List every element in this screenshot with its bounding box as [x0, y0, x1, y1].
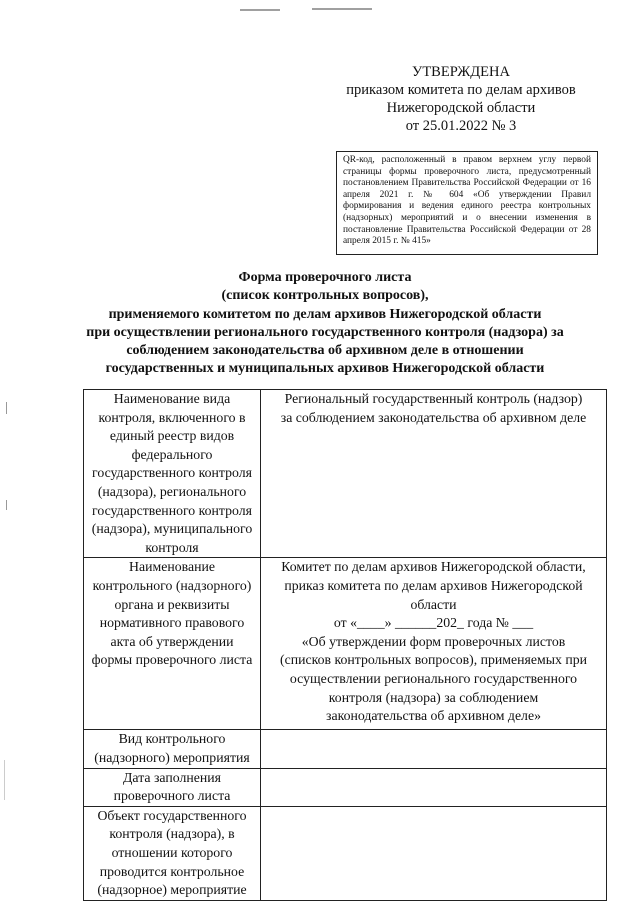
approval-region-line: Нижегородской области [386, 100, 536, 116]
approval-order-line: приказом комитета по делам архивов [346, 82, 576, 98]
table-row [84, 390, 607, 558]
scan-artifact-left [6, 402, 7, 414]
row-label-control-object: Объект государственного контроля (надзора), в отношении которого проводится контрольное (надзорное) мероприятие [84, 806, 261, 900]
form-title [60, 269, 590, 379]
scan-artifact-left [4, 760, 5, 800]
table-row [84, 806, 607, 900]
form-title-line: (список контрольных вопросов), [221, 288, 429, 304]
row-label-authority: Наименование контрольного (надзорного) органа и реквизиты нормативного правового акта об утверждении формы проверочного листа [84, 558, 261, 730]
row-label-control-type: Наименование вида контроля, включенного в единый реестр видов федерального государственного контроля (надзора), регионального государственного контроля (надзора), муниципального контроля [84, 390, 261, 558]
qr-code-note: QR-код, расположенный в правом верхнем углу первой страницы формы проверочного листа, предусмотренный постановлением Правительства Российской Федерации от 16 апреля 2021 г. № 604 «Об утверждении Правил формирования и ведения единого реестра контрольных (надзорных) мероприятий и о внесении изменения в постановление Правительства Российской Федерации от 28 апреля 2015 г. № 415» [336, 151, 598, 255]
form-title-line: при осуществлении регионального государственного контроля (надзора) за [86, 324, 564, 340]
table-row [84, 558, 607, 730]
scan-artifact-top [312, 8, 372, 10]
row-value-fill-date [261, 768, 607, 806]
row-label-event-type: Вид контрольного (надзорного) мероприятия [84, 730, 261, 768]
row-label-fill-date: Дата заполнения проверочного листа [84, 768, 261, 806]
form-title-line: Форма проверочного листа [238, 270, 412, 285]
checklist-table [83, 389, 607, 901]
row-value-authority: Комитет по делам архивов Нижегородской области, приказ комитета по делам архивов Нижегородской области от «____» ______202_ года № ___ «Об утверждении форм проверочных листов (списков контрольных вопросов), применяемых при осуществлении регионального государственного контроля (надзора) за соблюдением законодательства об архивном деле» [261, 558, 607, 730]
row-value-event-type [261, 730, 607, 768]
form-title-line: государственных и муниципальных архивов Нижегородской области [105, 361, 545, 377]
form-title-line: применяемого комитетом по делам архивов Нижегородской области [108, 306, 542, 322]
row-value-control-object [261, 806, 607, 900]
approval-block [330, 63, 592, 135]
table-row [84, 730, 607, 768]
form-title-line: соблюдением законодательства об архивном деле в отношении [126, 343, 524, 359]
scan-artifact-left [6, 500, 7, 510]
table-row [84, 768, 607, 806]
approval-title: УТВЕРЖДЕНА [412, 64, 510, 80]
approval-date-line: от 25.01.2022 № 3 [405, 118, 517, 134]
scan-artifact-top [240, 9, 280, 11]
row-value-control-type: Региональный государственный контроль (надзор) за соблюдением законодательства об архивном деле [261, 390, 607, 558]
